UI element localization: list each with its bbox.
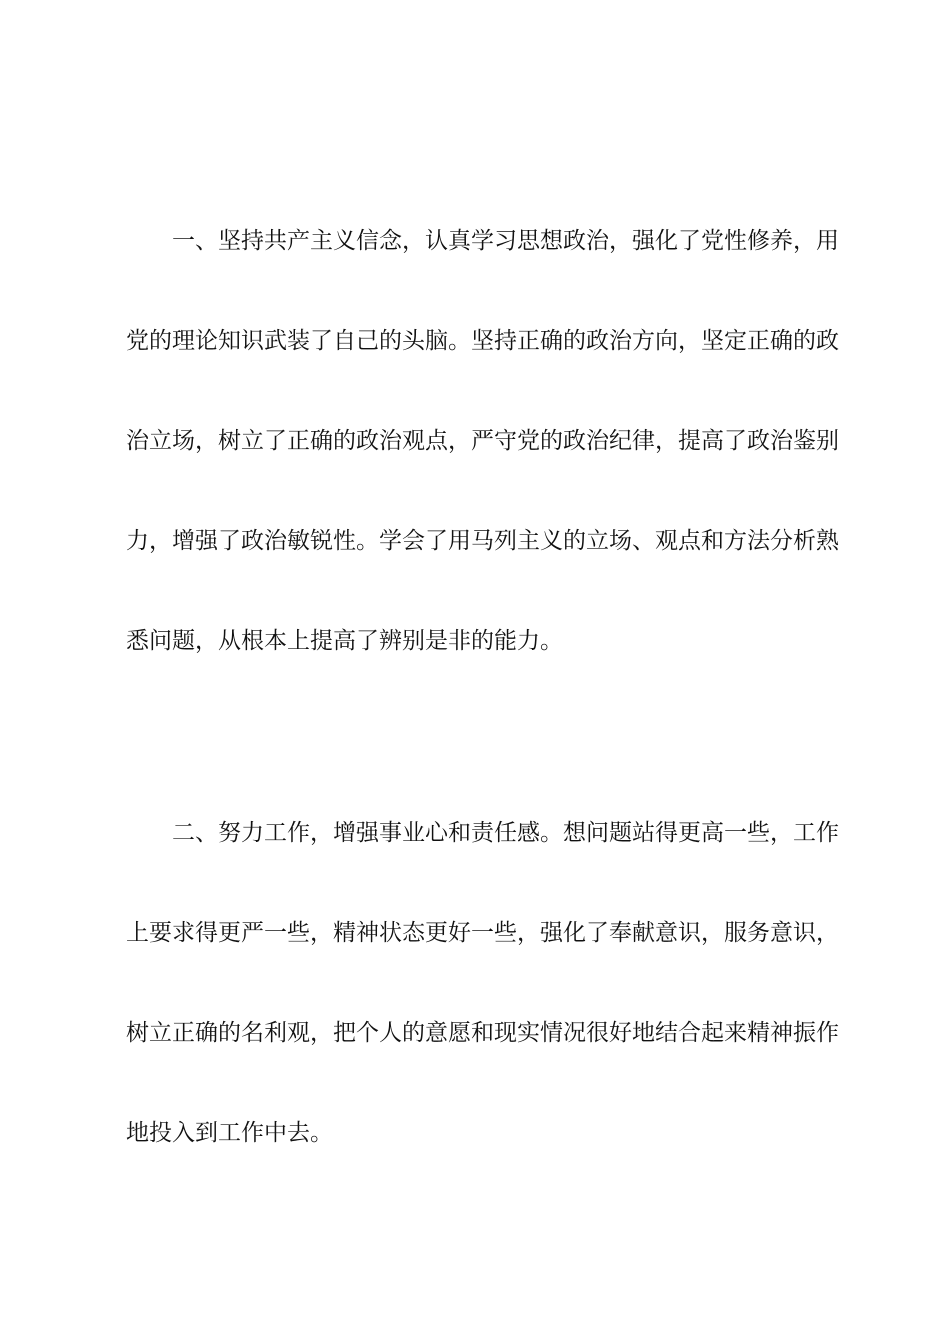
paragraph-2-line-1: 二、努力工作，增强事业心和责任感。想问题站得更高一些，工作 [172, 820, 839, 846]
paragraph-1-line-2: 党的理论知识武装了自己的头脑。坚持正确的政治方向，坚定正确的政 [126, 328, 839, 354]
paragraph-1-line-5: 悉问题，从根本上提高了辨别是非的能力。 [126, 628, 563, 654]
paragraph-1 [126, 228, 839, 728]
paragraph-1-line-1: 一、坚持共产主义信念，认真学习思想政治，强化了党性修养，用 [172, 228, 839, 254]
paragraph-1-line-3: 治立场，树立了正确的政治观点，严守党的政治纪律，提高了政治鉴别 [126, 428, 839, 454]
paragraph-2-line-4: 地投入到工作中去。 [126, 1120, 333, 1146]
paragraph-1-line-4: 力，增强了政治敏锐性。学会了用马列主义的立场、观点和方法分析熟 [126, 528, 839, 554]
paragraph-2-line-2: 上要求得更严一些，精神状态更好一些，强化了奉献意识，服务意识， [126, 920, 839, 946]
paragraph-2 [126, 820, 839, 1220]
paragraph-2-line-3: 树立正确的名利观，把个人的意愿和现实情况很好地结合起来精神振作 [126, 1020, 839, 1046]
